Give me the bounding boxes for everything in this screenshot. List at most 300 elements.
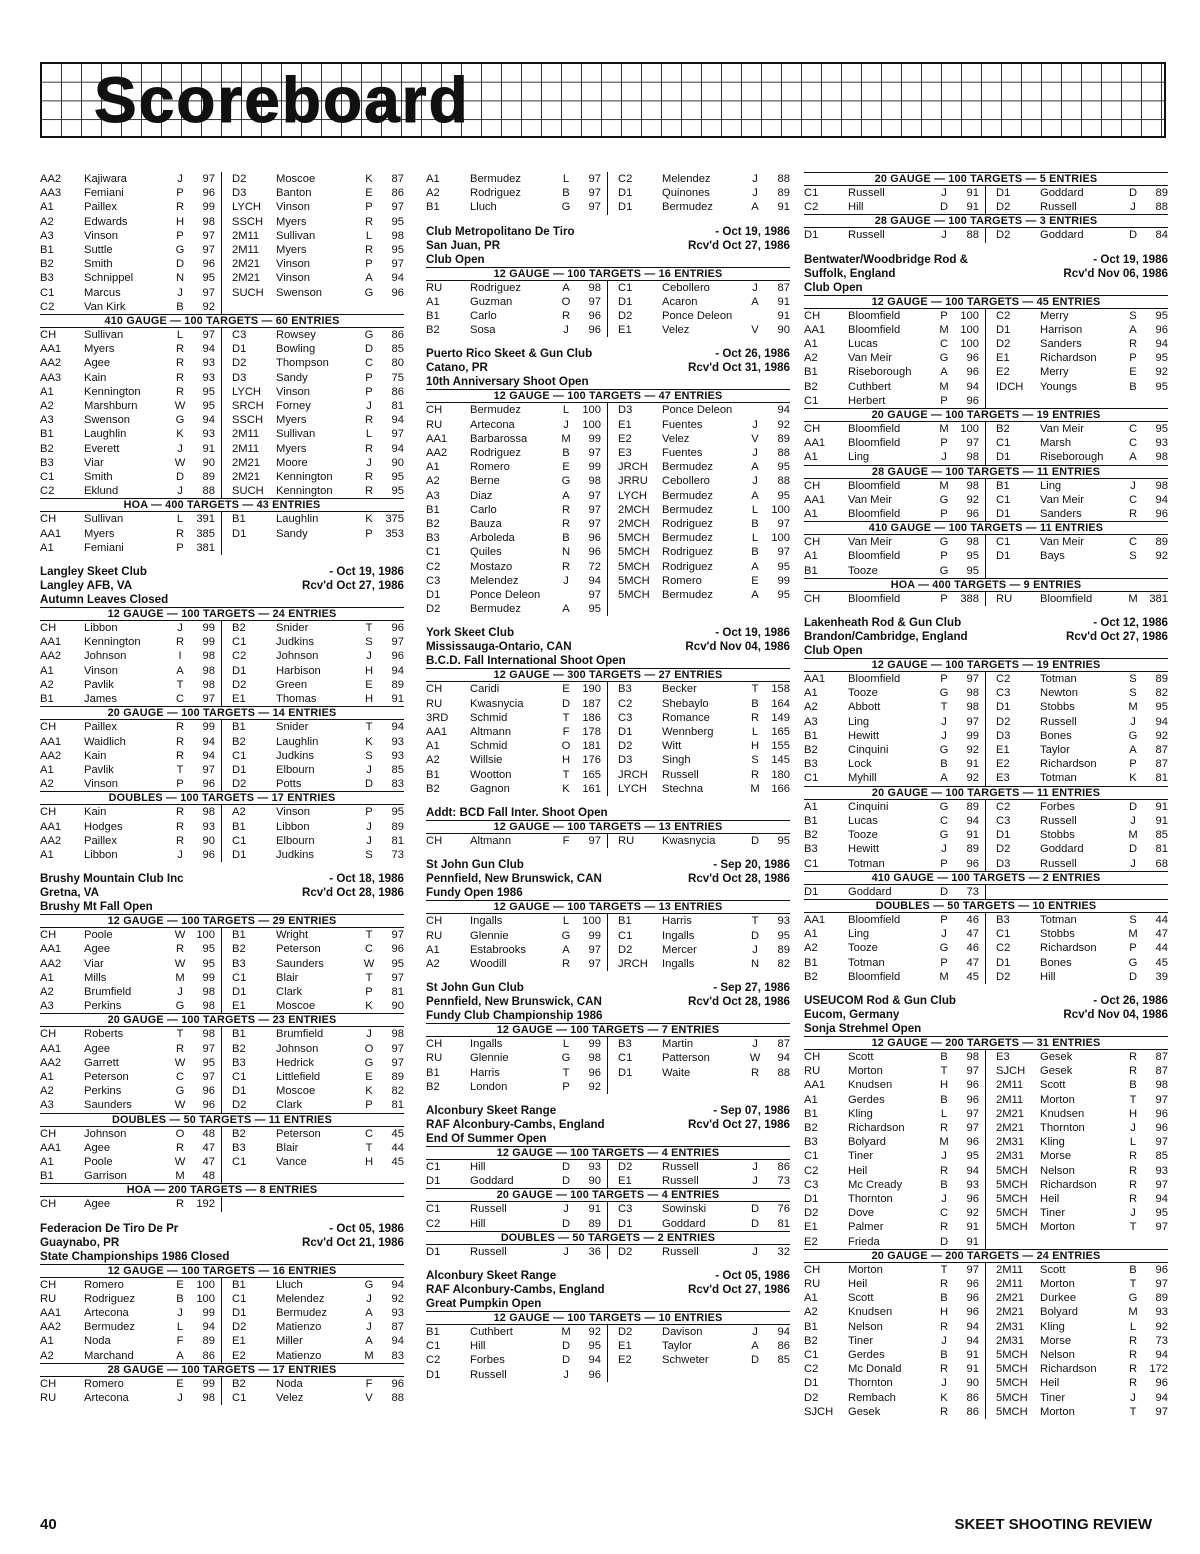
result-right <box>222 834 404 848</box>
shooter-name <box>1040 1235 1124 1249</box>
score: 94 <box>966 1320 979 1333</box>
shooter-name: Van Meir <box>1040 493 1084 506</box>
class-code: B1 <box>232 820 246 833</box>
score: 165 <box>771 726 790 739</box>
shooter-name: Ponce Deleon <box>470 589 541 602</box>
club-location-line <box>426 1283 790 1297</box>
shooter-name: Morton <box>1040 1405 1075 1418</box>
shooter-name: Goddard <box>1040 843 1084 856</box>
result-left <box>40 413 222 427</box>
result-right <box>222 1141 404 1155</box>
shooter-name: Peterson <box>84 1070 129 1083</box>
shooter-name: Myers <box>84 343 115 356</box>
score: 95 <box>202 957 215 970</box>
result-left <box>804 309 986 323</box>
result-left <box>426 943 608 957</box>
result-right <box>222 985 404 999</box>
initial: T <box>751 683 759 696</box>
class-code: B3 <box>804 843 818 856</box>
result-left <box>804 743 986 757</box>
class-code: A2 <box>40 400 54 413</box>
initial: J <box>941 229 947 242</box>
club-name: USEUCOM Rod & Gun Club <box>804 993 956 1007</box>
score: 100 <box>960 423 979 436</box>
result-row <box>426 517 790 531</box>
score: 45 <box>391 1127 404 1140</box>
result-left <box>40 328 222 342</box>
shooter-name: Kling <box>1040 1136 1065 1149</box>
shoot-date: - Oct 19, 1986 <box>1093 252 1168 266</box>
shoot-name: Club Open <box>804 644 863 658</box>
score: 97 <box>588 187 601 200</box>
shooter-name: Vinson <box>84 664 119 677</box>
result-right <box>986 715 1168 729</box>
shooter-name: Tooze <box>848 564 878 577</box>
score: 94 <box>391 721 404 734</box>
received-date: Rcv'd Oct 21, 1986 <box>301 1235 404 1249</box>
class-code: D1 <box>996 550 1011 563</box>
class-code: E3 <box>996 772 1010 785</box>
score: 385 <box>196 527 215 540</box>
shooter-name: Mc Donald <box>848 1363 902 1376</box>
score: 97 <box>202 329 215 342</box>
shooter-name: Hewitt <box>848 843 880 856</box>
shooter-name: Carlo <box>470 503 497 516</box>
initial: S <box>1129 687 1137 700</box>
result-row <box>426 545 790 559</box>
class-code <box>986 885 1040 899</box>
class-code: D2 <box>804 1207 819 1220</box>
event-header: 12 GAUGE — 100 TARGETS — 29 ENTRIES <box>40 914 404 928</box>
result-right <box>986 970 1168 984</box>
initial: P <box>562 1080 570 1093</box>
class-code: RU <box>426 281 443 294</box>
result-row <box>40 1141 404 1155</box>
club-header-line <box>426 225 790 239</box>
initial: R <box>175 806 185 819</box>
class-code: AA2 <box>40 749 62 762</box>
shooter-name: Brumfield <box>84 985 132 998</box>
score: 96 <box>966 352 979 365</box>
result-left <box>426 1217 608 1231</box>
score: 97 <box>1155 1178 1168 1191</box>
class-code: C1 <box>804 1150 819 1163</box>
initial: M <box>175 971 185 984</box>
score: 94 <box>202 735 215 748</box>
score: 97 <box>588 943 601 956</box>
shooter-name: Tooze <box>848 942 878 955</box>
initial: T <box>365 622 373 635</box>
score: 89 <box>1155 1292 1168 1305</box>
result-left <box>804 1305 986 1319</box>
initial: G <box>939 564 949 577</box>
initial: J <box>752 1038 758 1051</box>
score: 149 <box>771 711 790 724</box>
initial <box>557 588 575 602</box>
result-right <box>986 1305 1168 1319</box>
shooter-name: Bones <box>1040 956 1072 969</box>
class-code: C3 <box>618 711 633 724</box>
score: 87 <box>1155 1065 1168 1078</box>
shooter-name: Potts <box>276 778 302 791</box>
shooter-name: Bloomfield <box>848 913 901 926</box>
result-left <box>40 371 222 385</box>
shooter-name: Stobbs <box>1040 928 1075 941</box>
score: 89 <box>1155 673 1168 686</box>
class-code: 2M21 <box>232 272 260 285</box>
initial: R <box>939 1121 949 1134</box>
result-row <box>426 1245 790 1259</box>
initial: C <box>364 943 374 956</box>
score: 96 <box>966 1277 979 1290</box>
result-row <box>804 1135 1168 1149</box>
class-code: CH <box>426 404 443 417</box>
initial: L <box>365 229 373 242</box>
class-code: 5MCH <box>996 1178 1028 1191</box>
result-row <box>40 1155 404 1169</box>
result-left <box>804 729 986 743</box>
class-code: B1 <box>804 1107 818 1120</box>
shooter-name: Bermudez <box>470 404 521 417</box>
received-date: Rcv'd Nov 06, 1986 <box>1063 266 1168 280</box>
initial: J <box>1130 479 1136 492</box>
initial: H <box>750 740 760 753</box>
initial: T <box>1129 1277 1137 1290</box>
initial: R <box>364 414 374 427</box>
result-right <box>222 848 404 862</box>
result-row <box>40 649 404 663</box>
result-right <box>986 1149 1168 1163</box>
result-left <box>40 385 222 399</box>
shooter-name: Romero <box>84 1377 124 1390</box>
score: 97 <box>1155 1221 1168 1234</box>
shooter-name: Paillex <box>84 201 117 214</box>
initial: R <box>175 527 185 540</box>
result-left <box>426 531 608 545</box>
result-right <box>986 686 1168 700</box>
initial: B <box>1129 1263 1137 1276</box>
class-code: SJCH <box>804 1405 834 1418</box>
score: 96 <box>391 622 404 635</box>
score: 98 <box>588 1052 601 1065</box>
result-right <box>986 1391 1168 1405</box>
result-row <box>40 763 404 777</box>
shooter-name <box>1040 885 1124 899</box>
initial: S <box>365 749 373 762</box>
initial: M <box>1128 701 1138 714</box>
result-row <box>804 1235 1168 1249</box>
score: 97 <box>966 715 979 728</box>
score: 94 <box>588 1354 601 1367</box>
class-code: B2 <box>804 1334 818 1347</box>
result-left <box>804 479 986 493</box>
shooter-name: Van Kirk <box>84 300 126 313</box>
result-left <box>804 337 986 351</box>
score <box>1142 1235 1168 1249</box>
result-right <box>222 1377 404 1391</box>
class-code: C1 <box>618 281 633 294</box>
result-right <box>608 323 790 337</box>
result-right <box>222 371 404 385</box>
class-code: B1 <box>426 503 440 516</box>
event-header: HOA — 200 TARGETS — 8 ENTRIES <box>40 1183 404 1197</box>
class-code: C2 <box>426 1354 441 1367</box>
score: 91 <box>391 693 404 706</box>
shooter-name: Myers <box>276 414 307 427</box>
result-left <box>40 342 222 356</box>
shooter-name: Velez <box>662 324 690 337</box>
initial: T <box>365 721 373 734</box>
class-code: C2 <box>618 173 633 185</box>
score: 98 <box>202 678 215 691</box>
result-left <box>426 474 608 488</box>
initial: J <box>366 650 372 663</box>
shooter-name: Suttle <box>84 244 113 257</box>
initial: G <box>1128 729 1138 742</box>
result-right <box>222 200 404 214</box>
shooter-name: Vinson <box>276 272 311 285</box>
score: 82 <box>391 1085 404 1098</box>
initial: J <box>366 1321 372 1334</box>
club-location: Pennfield, New Brunswick, CAN <box>426 872 602 886</box>
class-code: C3 <box>426 574 441 587</box>
score: 85 <box>1155 1150 1168 1163</box>
received-date: Rcv'd Nov 04, 1986 <box>1063 1007 1168 1021</box>
score: 90 <box>391 456 404 469</box>
score: 100 <box>582 418 601 431</box>
result-left <box>426 560 608 574</box>
shooter-name: Rodriguez <box>470 281 521 294</box>
score: 89 <box>391 1070 404 1083</box>
class-code: B1 <box>804 1320 818 1333</box>
class-code: D2 <box>996 229 1011 242</box>
result-left <box>804 228 986 242</box>
column-middle <box>426 172 790 1392</box>
initial: B <box>751 546 759 559</box>
club-location-line <box>426 361 790 375</box>
score: 100 <box>196 1292 215 1305</box>
shooter-name: Gerdes <box>848 1348 885 1361</box>
event-header: 12 GAUGE — 100 TARGETS — 45 ENTRIES <box>804 295 1168 309</box>
class-code: A2 <box>804 352 818 365</box>
result-left <box>804 1263 986 1277</box>
club-location-line <box>426 640 790 654</box>
initial: L <box>365 428 373 441</box>
shooter-name: Dove <box>848 1207 875 1220</box>
class-code: D1 <box>618 1217 633 1230</box>
score: 89 <box>202 1335 215 1348</box>
class-code: AA2 <box>40 1321 62 1334</box>
shooter-name: Tooze <box>848 687 878 700</box>
shooter-name: Roberts <box>84 1028 124 1041</box>
score <box>764 1368 790 1382</box>
result-row <box>804 323 1168 337</box>
score: 95 <box>777 560 790 573</box>
club-location: Gretna, VA <box>40 886 100 900</box>
score: 95 <box>1155 352 1168 365</box>
class-code: C2 <box>996 942 1011 955</box>
score: 87 <box>1155 744 1168 757</box>
initial: H <box>939 1079 949 1092</box>
initial: V <box>751 432 759 445</box>
result-left <box>804 450 986 464</box>
initial: T <box>365 971 373 984</box>
shooter-name: Totman <box>1040 913 1077 926</box>
result-row <box>804 1320 1168 1334</box>
result-right <box>986 941 1168 955</box>
result-row <box>804 380 1168 394</box>
initial: P <box>940 913 948 926</box>
result-row <box>40 1292 404 1306</box>
class-code: 2M31 <box>996 1150 1024 1163</box>
initial: J <box>563 1368 569 1381</box>
result-left <box>426 1160 608 1174</box>
result-right <box>608 281 790 295</box>
shooter-name: Thornton <box>848 1377 893 1390</box>
shooter-name: Bermudez <box>662 503 713 516</box>
score: 89 <box>777 432 790 445</box>
result-right <box>986 450 1168 464</box>
shooter-name: Tiner <box>1040 1207 1066 1220</box>
class-code: C1 <box>232 749 247 762</box>
initial: D <box>175 258 185 271</box>
initial: G <box>175 1000 185 1013</box>
shooter-name: Hodges <box>84 820 123 833</box>
result-row <box>804 1064 1168 1078</box>
class-code: E2 <box>996 758 1010 771</box>
initial: A <box>751 461 759 474</box>
result-row <box>426 682 790 696</box>
result-left <box>804 1164 986 1178</box>
score <box>378 1169 404 1183</box>
score: 93 <box>391 735 404 748</box>
result-row <box>40 512 404 526</box>
event-header: 28 GAUGE — 100 TARGETS — 17 ENTRIES <box>40 1363 404 1377</box>
result-right <box>986 1405 1168 1419</box>
score: 96 <box>966 508 979 521</box>
shooter-name: Sullivan <box>84 329 124 342</box>
club-location-line <box>426 1118 790 1132</box>
shooter-name: Rodriguez <box>470 447 521 460</box>
result-right <box>986 1121 1168 1135</box>
class-code: D3 <box>232 187 247 200</box>
score: 91 <box>777 201 790 214</box>
class-code: B2 <box>804 970 818 983</box>
result-row <box>804 1093 1168 1107</box>
initial: J <box>941 451 947 464</box>
result-right <box>608 446 790 460</box>
initial: S <box>1129 309 1137 322</box>
class-code: A1 <box>40 664 54 677</box>
initial: E <box>751 574 759 587</box>
score: 99 <box>588 461 601 474</box>
class-code: D1 <box>996 956 1011 969</box>
score: 94 <box>588 574 601 587</box>
shooter-name: London <box>470 1080 508 1093</box>
class-code: CH <box>804 479 821 492</box>
shooter-name: Smith <box>84 471 113 484</box>
initial: K <box>562 782 570 795</box>
result-row <box>426 574 790 588</box>
result-right <box>222 1169 404 1183</box>
class-code: C1 <box>40 286 55 299</box>
result-row <box>426 323 790 337</box>
initial: C <box>175 1070 185 1083</box>
shooter-name: Everett <box>84 442 120 455</box>
score: 95 <box>202 272 215 285</box>
score: 92 <box>777 418 790 431</box>
class-code: 5MCH <box>996 1192 1028 1205</box>
initial: G <box>364 286 374 299</box>
shooter-name: Melendez <box>470 574 519 587</box>
score: 190 <box>582 683 601 696</box>
initial: O <box>561 740 571 753</box>
score: 97 <box>1155 1405 1168 1418</box>
shooter-name: Marshburn <box>84 400 138 413</box>
class-code: A1 <box>40 1335 54 1348</box>
shooter-name: Stechna <box>662 782 704 795</box>
class-code <box>608 1368 662 1382</box>
result-row <box>40 1197 404 1211</box>
initial: R <box>750 711 760 724</box>
class-code: C1 <box>996 493 1011 506</box>
result-row <box>40 229 404 243</box>
result-right <box>986 927 1168 941</box>
result-right <box>222 456 404 470</box>
score: 98 <box>391 229 404 242</box>
received-date: Rcv'd Oct 27, 1986 <box>687 238 790 252</box>
score: 95 <box>1155 380 1168 393</box>
score: 94 <box>966 1334 979 1347</box>
class-code: A2 <box>40 1349 54 1362</box>
event-header: 12 GAUGE — 100 TARGETS — 10 ENTRIES <box>426 1311 790 1325</box>
class-code: A2 <box>40 678 54 691</box>
class-code: A2 <box>426 475 440 488</box>
initial: J <box>941 187 947 199</box>
class-code: B3 <box>804 1136 818 1149</box>
result-row <box>426 1160 790 1174</box>
score: 47 <box>202 1155 215 1168</box>
score <box>378 541 404 555</box>
result-left <box>40 942 222 956</box>
class-code: RU <box>426 697 443 710</box>
shooter-name: Hewitt <box>848 729 880 742</box>
initial: L <box>176 513 184 526</box>
score: 172 <box>1149 1363 1168 1376</box>
initial: R <box>175 1141 185 1154</box>
class-code: JRCH <box>618 461 648 474</box>
class-code: C1 <box>618 1052 633 1065</box>
score: 94 <box>777 1052 790 1065</box>
class-code: SJCH <box>996 1065 1026 1078</box>
club-block <box>426 858 790 971</box>
shooter-name: Banton <box>276 187 312 200</box>
shooter-name: Artecona <box>84 1392 129 1404</box>
initial: B <box>176 1292 184 1305</box>
class-code: C1 <box>232 1392 247 1404</box>
initial: E <box>176 1377 184 1390</box>
initial: T <box>940 1065 948 1078</box>
shoot-name: Fundy Club Championship 1986 <box>426 1009 603 1023</box>
shooter-name: Russell <box>470 1203 507 1216</box>
received-date: Rcv'd Oct 28, 1986 <box>301 886 404 900</box>
class-code: B1 <box>426 1325 440 1338</box>
class-code: AA1 <box>804 323 826 336</box>
initial: R <box>1128 1065 1138 1078</box>
result-row <box>804 857 1168 871</box>
class-code: 2M21 <box>996 1107 1024 1120</box>
initial: E <box>365 1070 373 1083</box>
